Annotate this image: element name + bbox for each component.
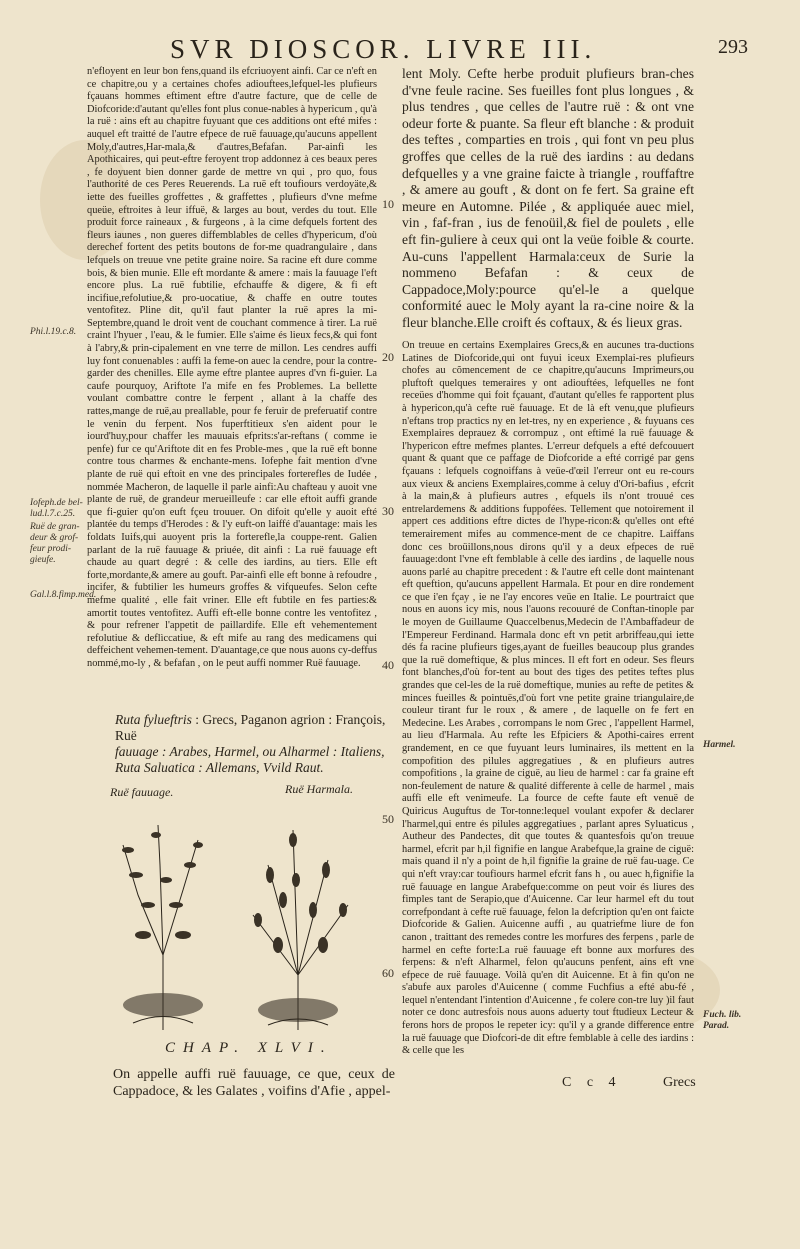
names-line: fauuage : Arabes, Harmel, ou Alharmel : Italiens,: [115, 744, 385, 759]
page-number: 293: [718, 36, 748, 58]
catchword: Grecs: [663, 1075, 696, 1090]
right-column-body: [402, 340, 694, 1064]
signature-mark: C c 4: [562, 1075, 622, 1090]
page-header: [0, 28, 800, 68]
running-head: SVR DIOSCOR. LIVRE III.: [170, 34, 597, 64]
chapter-opening: On appelle auffi ruë fauuage, ce que, ceux de Cappadoce, & les Galates , voifins d'Afie , appel-: [113, 1067, 395, 1099]
line-number: 30: [382, 504, 394, 518]
margin-note: Iofeph.de bel-lud.l.7.c.25.: [30, 498, 83, 519]
line-number: 50: [382, 812, 394, 826]
right-column-top: lent Moly. Cefte herbe produit plufieurs bran-ches d'vne feule racine. Ses fueilles font plus longues , & plus tendres , que celles de l'autre ruë : & ont vne odeur forte & puante. Sa fleur eft blanche : & produit des teftes , comparties en trois , qui font vn peu plus groffes que celles de la ruë des iardins : au dedans defquelles y a vne graine faicte à triangle , rouffaftre , & amere au gouft , & dont on fe fert. Sa graine eft meure en Automne. Pilée , & appliquée auec miel, vin , faf-fran , ius de fenoüil,& fiel de poulets , elle eft fin-guliere à ceux qui ont la veüe foible & courte. Au-cuns l'appellent Harmala:ceux de Surie la nommeno Befafan : & ceux de Cappadoce,Moly:pource qu'el-le a quelque conformité auec le Moly ayant la ra-cine noire & la fleur blanche.Elle croift és coftaux, & és lieux gras.: [402, 66, 694, 330]
figure-label-left: Ruë fauuage.: [110, 785, 174, 799]
line-number: 60: [382, 966, 394, 980]
line-number: 20: [382, 350, 394, 364]
names-text: : Grecs, Paganon agrion : François, Ruë: [115, 712, 386, 743]
left-column: [87, 66, 377, 677]
left-column-paragraph: n'efloyent en leur bon fens,quand ils efcriuoyent ainfi. Car ce n'eft en ce chapitre,ou y a certaines chofes adiouftees,lefquel-les plufieurs fçauans hommes eftiment eftre d'autre facture, que de celle de Diofcoride:d'autant qu'elles font plus conue-nables à hypericum , qu'à la ruë : ains eft au chapitre fuyuant que ces additions ont efté mifes : auquel eft traitté de l'autre efpece de ruë fauuage,qu'aucuns appellent Moly,d'autres,Har-mala,& d'autres,Befafan. Par-ainfi les Apothicaires, qui peut-eftre feroyent trop addonnez à ces beaux peres , fe doyuent bien donner garde de mettre vn qui , pro quo, fous l'authorité de ces Peres Reuerends. La ruë eft toufiours verdoyäte,& iette des fueilles groffettes , & graffettes , plufieurs d'vne mefme queüe, eftroites à leur iffuë, & larges au bout, verdes du tout. Elle produit force raineaux , & furgeons , à la cime defquels fortent des fleurs iaunes , non gueres diffemblables de celles d'hypericum, d'où derechef fortent des petits boutons de for-me quadrangulaire , dans lefquels on treuue vne petite graine noire. Sa racine eft dure comme bois, & bien munie. Elle eft mordante & amere : mais la fauuage l'eft encore plus. La ruë fubtilie, efchauffe & digere, & fi eft incifiue,refolutiue,& pro-uocatiue, & chaffe en outre toutes ventofitez. Pline dit, qu'il faut planter la ruë apres la mi-Septembre,quand le droit vent de couchant commence à tirer. La ruë craint l'hyuer , l'eau, & le fumier. Elle s'aime és lieux fecs,& qui font à l'abry,& prin-cipalement en vne terre de millon. Les cendres auffi luy font conuenables : auffi la feme-on auec la cendre, pour la contre-garder des chenilles. Elle ayme eftre plantee aupres d'vn fi-guier. La caufe pourquoy, Ariftote l'a mife en fes Problemes. La bellette voulant combattre contre le ferpent , allant à la chaffe des rattes,mange de ruë,au preallable, pour fe feruir de preferuatif contre le venin du ferpent. Nos fuperftitieux s'en aident pour le iourd'huy,pour chaffer les mauuais efprits:s'ar-reftans ( comme ie penfe) fur ce qu'Ariftote dit en fes Proble-mes , que la ruë eft bonne contre tous charmes & enchante-mens. Iofephe fait mention d'vne plante de ruë qui eftoit en vne des principales forterefles de Iudée , nommée Macheron, de laquelle il parle ainfi:Au chafteau y auoit vne plante de ruë, de grandeur merueilleufe : car elle eftoit auffi grande que fi-guier qu'on euft fçeu trouuer. On difoit qu'elle y auoit efté plantée du temps d'Herodes : & l'y euft-on laiffé d'auantage: mais les foldats Iuifs,qui auoyent pris la forterefle,la couppe-rent. Galien parlant de la ruë fauuage & priuée, dit ainfi : La ruë fauuage eft chaude au quart degré : & celle des iardins, au tiers. Elle eft forte,mordante,& amere au gouft. Par-ainfi elle eft bonne à refoudre , incifer, & fubtilier les humeurs groffes & vifqueufes. Selon cefte mefme qualité , elle fait vriner. Elle eft fubtile en fes parties:& amortit toutes ventofitez. Auffi eft-elle bonne contre les ventofitez , & pour refrener l'appetit de paillardife. Elle eft vehementement refolutiue & deflìccatiue, & eft mife au rang des medicamens qui deffeichent vehemen-tement. D'auantage,ce que nous auons cy-deffus nommé,mo-ly , & befafan , on le peut auffi nommer Ruë fauuage.: [87, 66, 377, 669]
names-line: [115, 712, 390, 744]
plant-names: [115, 712, 390, 776]
margin-note: Fuch. lib. Parad.: [703, 1010, 742, 1031]
right-column-paragraph: On treuue en certains Exemplaires Grecs,& en aucunes tra-ductions Latines de Diofcoride,qui ont fuyui iceux Exemplai-res plufieurs chofes au cõmencement de ce chapitre,qu'aucuns Imprimeurs,ou pluftoft quelques temeraires y ont adiouftées, lefquelles ne font receües d'homme qui foit fçauant, d'autant qu'elles fe rapportent plus à hypericon,qu'à cefte ruë fauuage. Et de là eft venu,que plufieurs n'eftans trop practics ny en let-tres, ny en experience , & fuyuans ces Exemplaires deprauez & corrompuz , ont eftimé la ruë fauuage & l'hypericon eftre mefmes plantes. L'erreur defquels a efté defcouuert quant & quant que ce paffage de Diofcoride a efté corrigé par gens fçauans : lefquels cognoiffans à veüe-d'œil l'erreur ont eu re-cours aux vieux & anciens Exemplaires,comme à celuy d'Ori-bafius , efcrit à la main,& à plufieurs autres , efquels ils n'ont trouué ces entrelardemens & additions fuppofées. Tellement que notoirement il appert ces additions eftre dictes de l'hype-ricon:& qu'elles ont efté temerairement mifes au commence-ment de ce chapitre. Laiffans donc ces broüillons,nous dirons qu'il y a deux efpeces de ruë fauuage:dont l'vne eft femblable à celle des iardins , de laquelle nous auons parlé au chapitre precedent : & l'autre eft celle dont maintenant eft queftion, qu'aucuns appellent Harmala. Et pour en dire rondement ce que i'en fçay , ie ne l'ay encores veüe en Italie. Le pourtraict que nous en auons icy mis, nous l'auons recouuré de Conftan-tinople par le moyen de Guillaume Quaccelbenus,Medecin de l'Ambaffadeur de l'Empereur Ferdinand. Harmala donc eft vn petit arbriffeau,qui iette dés fa racine plufieurs tiges,ayant de fueilles beaucoup plus grandes que la ruë domeftique, & plus minces. Il eft fort en odeur. Ses fleurs font blanches,d'où for-tent au bout des tiges des petites teftes plus grandes que cel-les de la ruë domeftique, munies au refte de petites & minces fueilles & pointuës,d'où fort vne petite graine triangulaire,de couleur tirant fur le roux , & amere , de laquelle on fe fert en Medecine. Les Arabes , corrompans le nom Grec , l'appellent Harmel, au lieu d'Harmala. Au refte les Efpiciers & Apothi-caires errent grandement, en ce que fuyuant leurs luminaires, ils mettent en la compofition des pilules aggregatiues , & en plufieurs autres compofitions , la graine de ciguë, au lieu de harmel : car fa graine eft non-feulement de nature & qualité differente à celle de harmel , mais auffi elle eft venimeufe. La fource de cefte faute eft venuë de Quiricus Auguftus de Tor-tonne:lequel voulant expofer & declarer l'harmel,qui entre és pilules aggregatiues , parlant apres Syluaticus , Autheur des Pandectes, dit que toutes & quantesfois qu'on treuue harmel, efcrit par h,il fignifie en langue Arabefque,la graine de ciguë: mais quand il n'y a point de h,il fignifie la graine de ruë fau-uage. Ce qui n'eft vray:car toufiours harmel efcrit fans h , ou auec h,fignifie la ruë fauuage en langue Arabefque:comme on peut voir és liures des fimples tant de Serapio,que d'Auicenne. Car leur harmel eft du tout correfpondant à cefte ruë fauuage, felon la defcription qu'en ont faicte Diofcoride & Galien. Auicenne auffi , au quatriefme liure de fon canon , traittant des remedes contre les morfures des ferpens , parle de harmel en cefte forte:La ruë fauuage eft bonne aux morfures des ferpens: & n'eft Alharmel, felon qu'aucuns penfent, ains eft vne efpece de ruë fauuage. Voilà qu'en dit Auicenne. Et à fin qu'on ne s'abufe aux paroles d'Auicenne ( comme Fuchfius a efté abu-fé , lequel n'entendant l'intention d'Auicenne , fe colere con-tre luy )il faut noter ce donc autresfois nous auons aduerty tout ftudieux Lecteur & ferons hors de propos le repeter icy: qu'il y a grande difference entre la ruë fauuage que Diofcori-de dit eftre femblable à celle des iardins : & celle que les: [402, 340, 694, 1057]
latin-name: Ruta fylueftris: [115, 712, 192, 727]
names-line: Ruta Saluatica : Allemans, Vvild Raut.: [115, 760, 324, 775]
chapter-heading: CHAP. XLVI.: [165, 1040, 333, 1056]
harmala-woodcut: [253, 830, 348, 1030]
plant-woodcut: [88, 805, 388, 1035]
margin-note: Gal.l.8.fimp.med.: [30, 590, 97, 600]
line-number: 40: [382, 658, 394, 672]
wild-rue-woodcut: [122, 825, 203, 1030]
line-number: 10: [382, 197, 394, 211]
margin-note: Phi.l.19.c.8.: [30, 327, 77, 337]
margin-note: Ruë de gran-deur & grof-feur prodi-gieufe.: [30, 522, 80, 565]
figure-label-right: Ruë Harmala.: [285, 782, 353, 796]
margin-note: Harmel.: [703, 740, 736, 750]
